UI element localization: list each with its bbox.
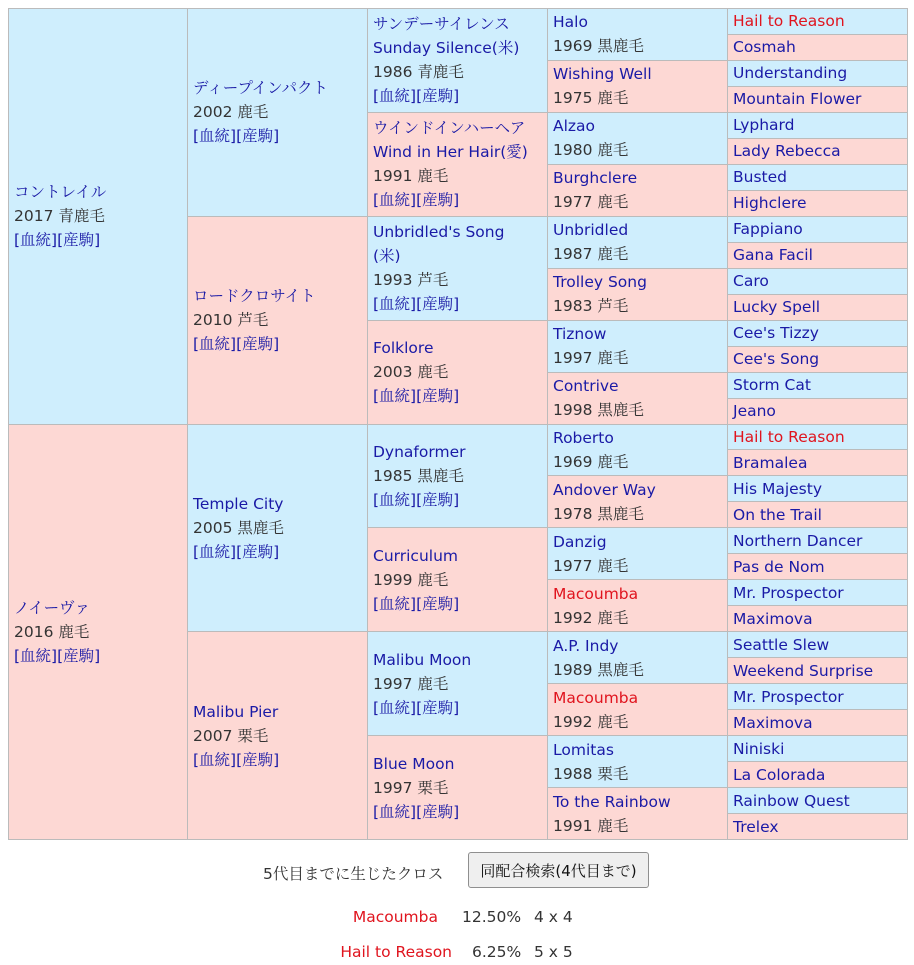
horse-info: 1997 鹿毛	[373, 674, 449, 693]
horse-cell-gen3	[368, 112, 548, 216]
horse-name-link[interactable]: Maximova	[733, 609, 813, 628]
cross-generation: 5 x 5	[534, 943, 573, 961]
pedigree-link[interactable]: [血統]	[373, 594, 417, 613]
horse-info: 1978 黒鹿毛	[553, 504, 644, 523]
horse-cell-gen3	[368, 632, 548, 736]
horse-cell-gen2	[188, 216, 368, 424]
horse-cell-gen3	[368, 320, 548, 424]
horse-name-link[interactable]: Folklore	[373, 339, 434, 358]
pedigree-link[interactable]: [血統]	[14, 231, 58, 250]
progeny-link[interactable]: [産駒]	[416, 191, 460, 210]
horse-name-link[interactable]: Burghclere	[553, 169, 638, 188]
pedigree-link[interactable]: [血統]	[373, 191, 417, 210]
horse-info: 1985 黒鹿毛	[373, 466, 464, 485]
pedigree-link[interactable]: [血統]	[193, 542, 237, 561]
pedigree-link[interactable]: [血統]	[373, 87, 417, 106]
horse-cell-gen5	[728, 60, 908, 86]
progeny-link[interactable]: [産駒]	[416, 87, 460, 106]
horse-cell-gen4	[548, 372, 728, 424]
horse-name-link[interactable]: His Majesty	[733, 479, 823, 498]
same-mating-search-button[interactable]: 同配合検索(4代目まで)	[468, 852, 649, 888]
horse-name-link[interactable]: Storm Cat	[733, 376, 811, 395]
horse-info: 2005 黒鹿毛	[193, 518, 284, 537]
horse-name-link[interactable]: To the Rainbow	[553, 792, 671, 811]
horse-cell-gen2	[188, 9, 368, 217]
horse-info: 1991 鹿毛	[553, 816, 629, 835]
horse-cell-gen5	[728, 320, 908, 346]
horse-name-link[interactable]: Lyphard	[733, 116, 795, 135]
horse-cell-gen4	[548, 476, 728, 528]
horse-name-link[interactable]: Highclere	[733, 194, 807, 213]
horse-cell-gen5	[728, 138, 908, 164]
horse-name-link[interactable]: Mr. Prospector	[733, 687, 844, 706]
horse-name-link[interactable]: Danzig	[553, 532, 607, 551]
horse-name-link[interactable]: Macoumba	[553, 688, 639, 707]
horse-name-link[interactable]: Caro	[733, 272, 769, 291]
horse-cell-gen4	[548, 216, 728, 268]
horse-name-link[interactable]: Halo	[553, 13, 588, 32]
pedigree-link[interactable]: [血統]	[373, 490, 417, 509]
horse-cell-gen3	[368, 736, 548, 840]
horse-info: 1983 芦毛	[553, 297, 629, 316]
horse-cell-gen5	[728, 450, 908, 476]
horse-name-link[interactable]: ウインドインハーヘア	[373, 119, 526, 138]
horse-cell-gen3	[368, 216, 548, 320]
horse-name-link[interactable]: Busted	[733, 168, 787, 187]
cross-percentage: 6.25%	[472, 943, 522, 961]
horse-cell-gen5	[728, 684, 908, 710]
horse-name-link[interactable]: Dynaformer	[373, 442, 466, 461]
horse-name-link[interactable]: Curriculum	[373, 546, 459, 565]
horse-info: 1992 鹿毛	[553, 712, 629, 731]
horse-cell-gen5	[728, 190, 908, 216]
horse-cell-gen5	[728, 372, 908, 398]
progeny-link[interactable]: [産駒]	[57, 646, 101, 665]
horse-name-link[interactable]: Mountain Flower	[733, 90, 862, 109]
horse-cell-gen5	[728, 34, 908, 60]
horse-info: 1992 鹿毛	[553, 608, 629, 627]
horse-name-link[interactable]: Hail to Reason	[733, 427, 845, 446]
horse-info: 2017 青鹿毛	[14, 207, 105, 226]
horse-name-link[interactable]: ディープインパクト	[193, 79, 329, 98]
horse-info: 1987 鹿毛	[553, 245, 629, 264]
horse-cell-gen4	[548, 632, 728, 684]
horse-name-link[interactable]: Temple City	[193, 494, 284, 513]
horse-info: 1998 黒鹿毛	[553, 401, 644, 420]
horse-cell-gen5	[728, 736, 908, 762]
progeny-link[interactable]: [産駒]	[416, 387, 460, 406]
horse-name-link[interactable]: Fappiano	[733, 220, 803, 239]
horse-info: 1993 芦毛	[373, 271, 449, 290]
horse-info: 1986 青鹿毛	[373, 63, 464, 82]
horse-cell-gen5	[728, 554, 908, 580]
horse-name-link[interactable]: Andover Way	[553, 480, 656, 499]
horse-info: 1988 栗毛	[553, 764, 629, 783]
horse-cell-gen4	[548, 528, 728, 580]
horse-cell-gen5	[728, 814, 908, 840]
horse-cell-gen4	[548, 736, 728, 788]
horse-cell-gen5	[728, 242, 908, 268]
cross-horse-name[interactable]: Macoumba	[352, 908, 438, 926]
horse-name-link[interactable]: Understanding	[733, 64, 848, 83]
horse-cell-gen1	[9, 424, 188, 840]
horse-name-link[interactable]: Trelex	[733, 817, 779, 836]
horse-info: 1969 鹿毛	[553, 452, 629, 471]
horse-name-secondary[interactable]: (米)	[373, 247, 401, 266]
horse-name-link[interactable]: サンデーサイレンス	[373, 15, 510, 34]
horse-cell-gen5	[728, 112, 908, 138]
horse-name-link[interactable]: Wishing Well	[553, 65, 652, 84]
horse-name-link[interactable]: La Colorada	[733, 765, 826, 784]
horse-cell-gen3	[368, 9, 548, 113]
horse-name-link[interactable]: Roberto	[553, 428, 614, 447]
cross-generation: 4 x 4	[534, 908, 573, 926]
horse-cell-gen5	[728, 9, 908, 35]
horse-info: 1991 鹿毛	[373, 167, 449, 186]
horse-cell-gen4	[548, 424, 728, 476]
horse-name-link[interactable]: Contrive	[553, 377, 619, 396]
horse-name-link[interactable]: A.P. Indy	[553, 636, 619, 655]
horse-name-link[interactable]: On the Trail	[733, 505, 822, 524]
horse-info: 1977 鹿毛	[553, 193, 629, 212]
horse-info: 1969 黒鹿毛	[553, 37, 644, 56]
horse-cell-gen5	[728, 216, 908, 242]
horse-info: 2002 鹿毛	[193, 103, 269, 122]
horse-cell-gen3	[368, 528, 548, 632]
horse-cell-gen5	[728, 528, 908, 554]
horse-cell-gen5	[728, 606, 908, 632]
horse-cell-gen5	[728, 788, 908, 814]
horse-name-link[interactable]: Macoumba	[553, 584, 639, 603]
pedigree-link[interactable]: [血統]	[193, 335, 237, 354]
horse-info: 1975 鹿毛	[553, 89, 629, 108]
progeny-link[interactable]: [産駒]	[236, 542, 280, 561]
horse-cell-gen5	[728, 502, 908, 528]
horse-cell-gen3	[368, 424, 548, 528]
pedigree-link[interactable]: [血統]	[193, 750, 237, 769]
horse-name-link[interactable]: Hail to Reason	[733, 12, 845, 31]
horse-info: 2007 栗毛	[193, 726, 269, 745]
horse-cell-gen4	[548, 9, 728, 61]
horse-cell-gen5	[728, 762, 908, 788]
horse-name-link[interactable]: Malibu Moon	[373, 650, 472, 669]
horse-name-link[interactable]: Tiznow	[553, 325, 607, 344]
progeny-link[interactable]: [産駒]	[416, 698, 460, 717]
cross-label: 5代目までに生じたクロス	[263, 865, 444, 883]
horse-cell-gen5	[728, 346, 908, 372]
progeny-link[interactable]: [産駒]	[416, 490, 460, 509]
pedigree-link[interactable]: [血統]	[373, 295, 417, 314]
horse-name-link[interactable]: Maximova	[733, 713, 813, 732]
horse-name-link[interactable]: Bramalea	[733, 453, 808, 472]
horse-info: 2003 鹿毛	[373, 363, 449, 382]
horse-cell-gen5	[728, 476, 908, 502]
horse-name-link[interactable]: Cee's Song	[733, 350, 820, 369]
horse-name-link[interactable]: Lomitas	[553, 740, 614, 759]
horse-cell-gen5	[728, 632, 908, 658]
horse-cell-gen4	[548, 788, 728, 840]
pedigree-link[interactable]: [血統]	[373, 698, 417, 717]
horse-name-link[interactable]: Mr. Prospector	[733, 583, 844, 602]
pedigree-link[interactable]: [血統]	[373, 802, 417, 821]
horse-cell-gen2	[188, 632, 368, 840]
horse-cell-gen4	[548, 60, 728, 112]
horse-name-link[interactable]: ロードクロサイト	[193, 287, 316, 306]
horse-info: 2010 芦毛	[193, 311, 269, 330]
horse-name-link[interactable]: Northern Dancer	[733, 531, 863, 550]
pedigree-link[interactable]: [血統]	[193, 127, 237, 146]
horse-cell-gen5	[728, 580, 908, 606]
horse-name-link[interactable]: Trolley Song	[553, 273, 647, 292]
horse-name-link[interactable]: Blue Moon	[373, 754, 455, 773]
horse-info: 1997 栗毛	[373, 778, 449, 797]
horse-name-link[interactable]: Malibu Pier	[193, 702, 279, 721]
horse-name-link[interactable]: Unbridled's Song	[373, 223, 505, 242]
progeny-link[interactable]: [産駒]	[416, 802, 460, 821]
horse-name-link[interactable]: Lucky Spell	[733, 298, 821, 317]
horse-name-link[interactable]: Weekend Surprise	[733, 661, 874, 680]
pedigree-link[interactable]: [血統]	[373, 387, 417, 406]
cross-horse-name[interactable]: Hail to Reason	[340, 943, 452, 961]
horse-cell-gen5	[728, 658, 908, 684]
horse-cell-gen2	[188, 424, 368, 632]
horse-name-link[interactable]: コントレイル	[14, 183, 107, 202]
horse-name-link[interactable]: Lady Rebecca	[733, 142, 841, 161]
horse-name-link[interactable]: Seattle Slew	[733, 635, 830, 654]
horse-cell-gen5	[728, 710, 908, 736]
horse-cell-gen4	[548, 684, 728, 736]
horse-cell-gen4	[548, 112, 728, 164]
cross-percentage: 12.50%	[462, 908, 522, 926]
horse-name-link[interactable]: ノイーヴァ	[14, 598, 90, 617]
horse-cell-gen5	[728, 398, 908, 424]
horse-name-link[interactable]: Unbridled	[553, 221, 629, 240]
horse-cell-gen4	[548, 320, 728, 372]
horse-name-link[interactable]: Alzao	[553, 117, 596, 136]
horse-name-link[interactable]: Niniski	[733, 739, 785, 758]
progeny-link[interactable]: [産駒]	[236, 127, 280, 146]
progeny-link[interactable]: [産駒]	[57, 231, 101, 250]
progeny-link[interactable]: [産駒]	[236, 335, 280, 354]
horse-name-secondary[interactable]: Wind in Her Hair(愛)	[373, 143, 528, 162]
horse-cell-gen5	[728, 294, 908, 320]
horse-cell-gen4	[548, 164, 728, 216]
horse-cell-gen5	[728, 424, 908, 450]
horse-cell-gen5	[728, 86, 908, 112]
horse-name-link[interactable]: Cosmah	[733, 38, 796, 57]
horse-info: 1980 鹿毛	[553, 141, 629, 160]
horse-cell-gen5	[728, 268, 908, 294]
pedigree-link[interactable]: [血統]	[14, 646, 58, 665]
horse-name-link[interactable]: Gana Facil	[733, 246, 813, 265]
horse-name-link[interactable]: Jeano	[733, 402, 776, 421]
horse-name-link[interactable]: Rainbow Quest	[733, 791, 850, 810]
horse-cell-gen1	[9, 9, 188, 425]
horse-cell-gen5	[728, 164, 908, 190]
progeny-link[interactable]: [産駒]	[416, 295, 460, 314]
horse-cell-gen4	[548, 268, 728, 320]
horse-cell-gen4	[548, 580, 728, 632]
horse-info: 1977 鹿毛	[553, 556, 629, 575]
horse-info: 2016 鹿毛	[14, 622, 90, 641]
progeny-link[interactable]: [産駒]	[416, 594, 460, 613]
horse-name-secondary[interactable]: Sunday Silence(米)	[373, 39, 520, 58]
horse-info: 1989 黒鹿毛	[553, 660, 644, 679]
horse-name-link[interactable]: Pas de Nom	[733, 557, 825, 576]
horse-info: 1997 鹿毛	[553, 349, 629, 368]
progeny-link[interactable]: [産駒]	[236, 750, 280, 769]
horse-name-link[interactable]: Cee's Tizzy	[733, 324, 819, 343]
horse-info: 1999 鹿毛	[373, 570, 449, 589]
pedigree-table	[8, 8, 908, 840]
